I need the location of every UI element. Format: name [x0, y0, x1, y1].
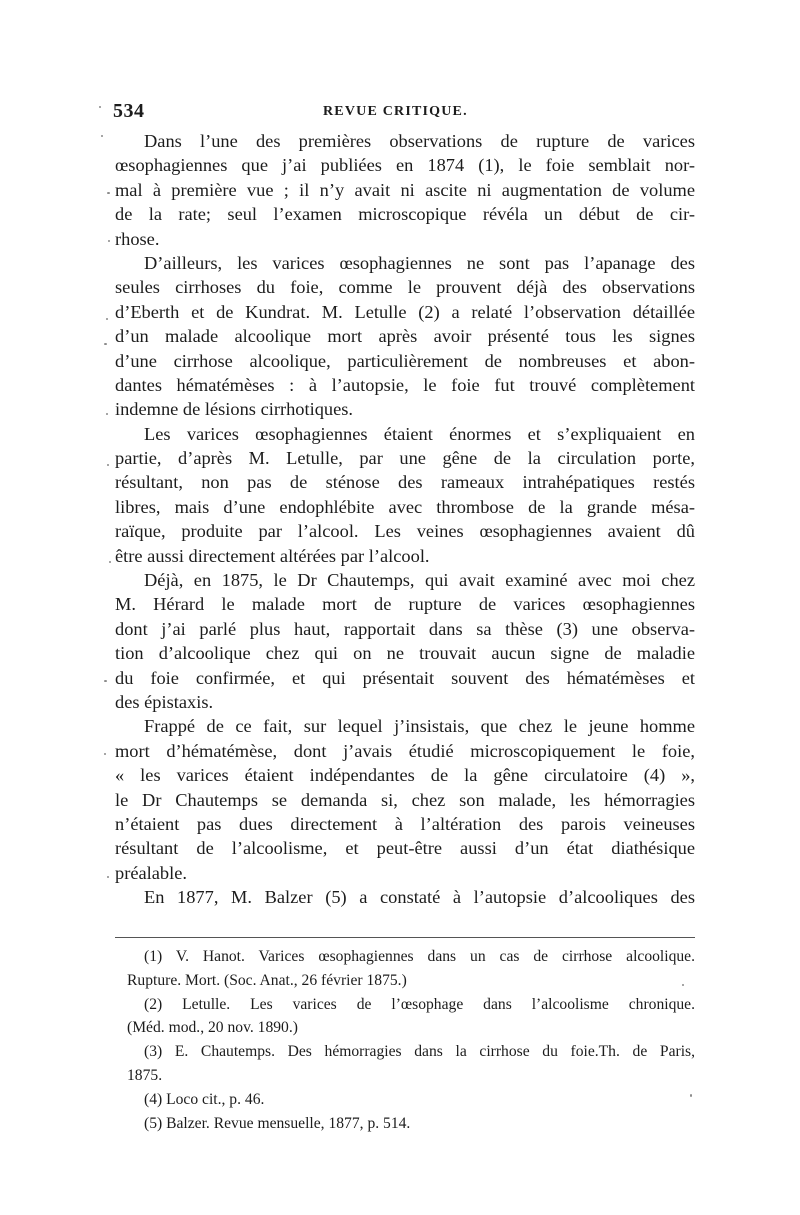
footnote-line: (4) Loco cit., p. 46.: [144, 1090, 265, 1108]
text-line: résultant, non pas de sténose des rameaux intrahépatiques restés: [115, 472, 695, 493]
text-line: dantes hématémèses : à l’autopsie, le foie fut trouvé complètement: [115, 374, 695, 395]
text-line: M. Hérard le malade mort de rupture de varices œsophagiennes: [115, 594, 695, 615]
text-line: d’Eberth et de Kundrat. M. Letulle (2) a relaté l’observation détaillée: [115, 301, 695, 322]
text-line: mort d’hématémèse, dont j’avais étudié microscopiquement le foie,: [115, 740, 695, 761]
scan-speck: [104, 343, 107, 345]
text-line: raïque, produite par l’alcool. Les veines œsophagiennes avaient dû: [115, 521, 695, 542]
scan-speck: [101, 135, 103, 137]
text-line: libres, mais d’une endophlébite avec thrombose de la grande mésa-: [115, 496, 695, 517]
scan-speck: [107, 464, 109, 466]
scan-speck: [106, 318, 108, 320]
scan-speck: [682, 984, 684, 986]
running-head: REVUE CRITIQUE.: [323, 104, 468, 119]
footnote-line: (1) V. Hanot. Varices œsophagiennes dans un cas de cirrhose alcoolique.: [144, 948, 695, 965]
text-line: rhose.: [115, 228, 160, 249]
text-line: D’ailleurs, les varices œsophagiennes ne sont pas l’apanage des: [144, 252, 695, 273]
text-line: « les varices étaient indépendantes de la gêne circulatoire (4) »,: [115, 765, 695, 786]
scan-speck: [104, 680, 107, 682]
text-line: n’étaient pas dues directement à l’altération des parois veineuses: [115, 813, 695, 834]
footnote-line: (2) Letulle. Les varices de l’œsophage dans l’alcoolisme chronique.: [144, 995, 695, 1013]
text-line: œsophagiennes que j’ai publiées en 1874 (1), le foie semblait nor-: [115, 155, 695, 176]
text-line: résultant de l’alcoolisme, et peut-être aussi d’un état diathésique: [115, 838, 695, 859]
text-line: de la rate; seul l’examen microscopique révéla un début de cir-: [115, 204, 695, 225]
scan-speck: [108, 240, 110, 242]
body-text: [115, 129, 695, 910]
footnote-line: (Méd. mod., 20 nov. 1890.): [127, 1019, 298, 1037]
footnotes: [115, 945, 695, 1135]
text-line: d’une cirrhose alcoolique, particulièrement de nombreuses et abon-: [115, 350, 695, 371]
text-line: d’un malade alcoolique mort après avoir présenté tous les signes: [115, 326, 695, 347]
page-header: [113, 100, 693, 124]
page-number: 534: [113, 100, 145, 122]
text-line: Dans l’une des premières observations de rupture de varices: [144, 131, 695, 151]
text-line: En 1877, M. Balzer (5) a constaté à l’autopsie d’alcooliques des: [144, 887, 695, 908]
scan-speck: [107, 192, 110, 194]
text-line: des épistaxis.: [115, 691, 214, 712]
scan-speck: [99, 106, 101, 108]
scan-speck: [109, 561, 111, 563]
text-line: Les varices œsophagiennes étaient énormes et s’expliquaient en: [144, 423, 695, 444]
text-line: seules cirrhoses du foie, comme le prouvent déjà des observations: [115, 277, 695, 298]
text-line: indemne de lésions cirrhotiques.: [115, 399, 354, 420]
footnote-line: (5) Balzer. Revue mensuelle, 1877, p. 514.: [144, 1114, 411, 1132]
text-line: tion d’alcoolique chez qui on ne trouvait aucun signe de maladie: [115, 643, 695, 664]
footnote-line: 1875.: [127, 1066, 163, 1084]
scan-speck: [690, 1094, 692, 1097]
scan-speck: [106, 413, 108, 415]
footnote-divider: [115, 937, 695, 938]
text-line: dont j’ai parlé plus haut, rapportait dans sa thèse (3) une observa-: [115, 618, 695, 639]
text-line: être aussi directement altérées par l’alcool.: [115, 545, 430, 566]
text-line: du foie confirmée, et qui présentait souvent des hématémèses et: [115, 667, 695, 688]
text-line: mal à première vue ; il n’y avait ni ascite ni augmentation de volume: [115, 179, 695, 200]
text-line: Frappé de ce fait, sur lequel j’insistais, que chez le jeune homme: [144, 716, 695, 737]
text-line: préalable.: [115, 862, 187, 883]
scan-speck: [104, 753, 106, 755]
text-line: partie, d’après M. Letulle, par une gêne de la circulation porte,: [115, 448, 695, 469]
footnote-line: (3) E. Chautemps. Des hémorragies dans la cirrhose du foie.Th. de Paris,: [144, 1043, 695, 1061]
text-line: Déjà, en 1875, le Dr Chautemps, qui avait examiné avec moi chez: [144, 570, 695, 591]
scan-speck: [107, 876, 109, 878]
text-line: le Dr Chautemps se demanda si, chez son malade, les hémorragies: [115, 789, 695, 810]
footnote-line: Rupture. Mort. (Soc. Anat., 26 février 1875.): [127, 971, 407, 989]
